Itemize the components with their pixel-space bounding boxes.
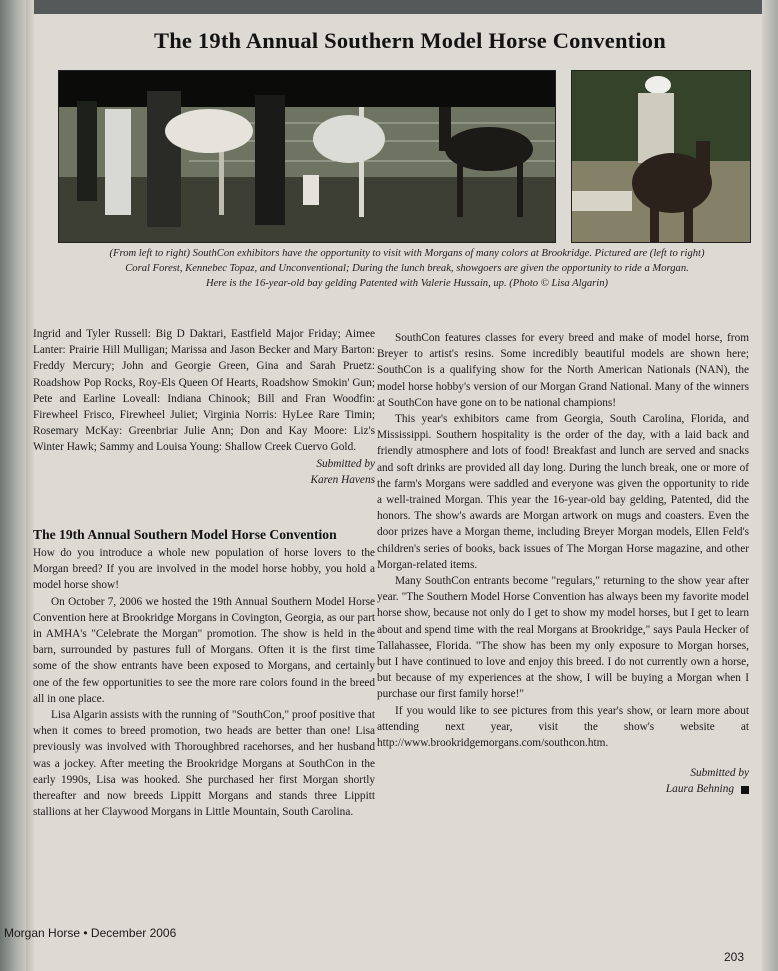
photo-rider-on-morgan-drawing xyxy=(572,71,750,242)
article-paragraph: If you would like to see pictures from this year's show, or learn more about attending next year, visit the show's website at http://www.brookridgemorgans.com/southcon.htm. xyxy=(377,704,749,750)
signature-name: Karen Havens xyxy=(310,473,375,486)
right-column-article xyxy=(377,330,749,798)
article-paragraph: Many SouthCon entrants become "regulars," returning to the show year after year. "The Southern Model Horse Convention has always been my favorite model horse show, because not only do I get to show my model horses, but I get to learn about and spend time with the real Morgans at Brookridge," says Paula Hecker of Tallahassee, Florida. "The show has been my only exposure to Morgan horses, but I have continued to love and enjoy this breed. I do not currently own a horse, but because of my experiences at the show, I will be buying a Morgan when I purchase our first family horse!" xyxy=(377,575,749,701)
photo-rider-on-morgan xyxy=(571,70,751,243)
exhibitor-list: Ingrid and Tyler Russell: Big D Daktari, Eastfield Major Friday; Aimee Lanter: Prairie Hill Mulligan; Marissa and Jason Becker and Mary Barton: Freddy Mercury; John and Georgie Green, Gina and Sarah Pruetz: Roadshow Pop Rocks, Roy-Els Queen Of Hearts, Roadshow Smokin' Gun; Pete and Earline Loveall: Indiana Chinook; Bill and Fran Woodfin: Firewheel Frisco, Firewheel Juliet; Virginia Norris: HyLee Rare Timin; Rosemary McKay: Greenbriar Julie Ann; Don and Kay Moore: Liz's Winter Hawk; Sammy and Louisa Young: Shallow Creek Cuervo Gold. xyxy=(33,328,375,454)
caption-line: Coral Forest, Kennebec Topaz, and Unconventional; During the lunch break, showgoers are given the opportunity to ride a Morgan. xyxy=(125,263,689,274)
page-number: 203 xyxy=(724,950,745,964)
binding-shadow xyxy=(0,0,26,971)
left-column-article xyxy=(33,545,375,820)
signature-label: Submitted by xyxy=(690,767,749,780)
photo-morgans-at-fence-drawing xyxy=(59,71,555,242)
caption-line: (From left to right) SouthCon exhibitors have the opportunity to visit with Morgans of many colors at Brookridge. Pictured are (left to right) xyxy=(109,248,705,259)
signature-label: Submitted by xyxy=(316,457,375,470)
background-strip xyxy=(0,0,778,14)
article-paragraph: SouthCon features classes for every breed and make of model horse, from Breyer to artist's resins. Some incredibly beautiful models are shown here; SouthCon is a qualifying show for the North American Nationals (NAN), the model horse hobby's version of our Morgan Grand National. Many of the winners at SouthCon have gone on to be national champions! xyxy=(377,332,749,409)
article-paragraph: This year's exhibitors came from Georgia, South Carolina, Florida, and Mississippi. Southern hospitality is the order of the day, with a laid back and friendly atmosphere and lots of food! Breakfast and lunch are served and snacks and soft drinks are provided all day long. During the lunch break, one or more of the farm's Morgans were saddled and everyone was given the opportunity to ride a well-trained Morgan. This year the 16-year-old bay gelding, Patented, did the honors. The show's awards are Morgan artwork on mugs and coasters. Even the door prizes have a Morgan theme, including Breyer Morgan models, Ellen Feld's children's series of books, back issues of The Morgan Horse magazine, and other Morgan-related items. xyxy=(377,413,749,571)
caption-line: Here is the 16-year-old bay gelding Patented with Valerie Hussain, up. (Photo © Lisa Algarin) xyxy=(205,278,609,289)
page-edge xyxy=(762,0,778,971)
article-subhead: The 19th Annual Southern Model Horse Convention xyxy=(33,527,337,542)
article-paragraph: On October 7, 2006 we hosted the 19th Annual Southern Model Horse Convention here at Brookridge Morgans in Covington, Georgia, as our part in AMHA's "Celebrate the Morgan" promotion. The show is held in the barn, surrounded by pastures full of Morgans. Often it is the first time some of the show entrants have been exposed to Morgans, and certainly one of the few opportunities to see the more rare colors found in the breed all in one place. xyxy=(33,595,375,705)
article-paragraph: How do you introduce a whole new population of horse lovers to the Morgan breed? If you are involved in the model horse hobby, you hold a model horse show! xyxy=(33,547,375,592)
left-column-top xyxy=(33,326,375,488)
page-headline: The 19th Annual Southern Model Horse Convention xyxy=(154,28,666,53)
footer-publication: Morgan Horse • December 2006 xyxy=(4,926,177,940)
signature-name: Laura Behning xyxy=(665,783,734,796)
photo-morgans-at-fence xyxy=(58,70,556,243)
article-paragraph: Lisa Algarin assists with the running of "SouthCon," proof positive that when it comes to breed promotion, two heads are better than one! Lisa previously was involved with Thoroughbred racehorses, and her husband was a jockey. After meeting the Brookridge Morgans at SouthCon in the early 1990s, Lisa was hooked. She purchased her first Morgan shortly thereafter and now breeds Lippitt Morgans and stands three Lippitt stallions at her Claywood Morgans in Little Mountain, South Carolina. xyxy=(33,709,375,819)
end-mark-icon xyxy=(741,786,749,794)
signature-block xyxy=(377,781,749,797)
photo-caption xyxy=(62,246,752,291)
